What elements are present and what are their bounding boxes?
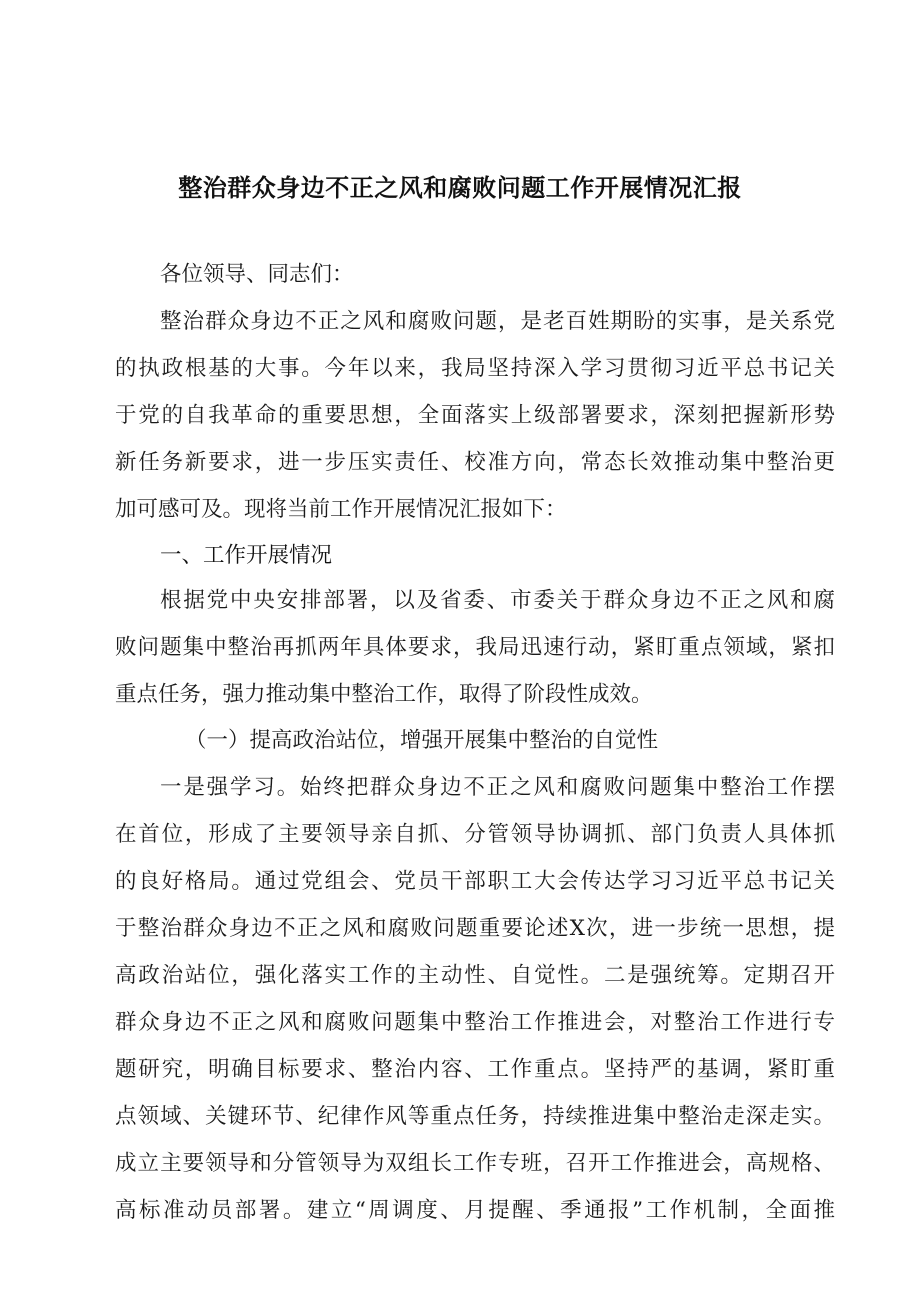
- subsection-paragraph-line: 题研究，明确目标要求、整治内容、工作重点。坚持严的基调，紧盯重: [115, 1057, 835, 1082]
- subsection-paragraph-line: 于整治群众身边不正之风和腐败问题重要论述X次，进一步统一思想，提: [115, 916, 835, 941]
- section-paragraph-line: 重点任务，强力推动集中整治工作，取得了阶段性成效。: [115, 682, 653, 707]
- salutation: 各位领导、同志们：: [160, 262, 354, 287]
- document-title: 整治群众身边不正之风和腐败问题工作开展情况汇报: [178, 174, 742, 202]
- subsection-paragraph-line: 高标准动员部署。建立“周调度、月提醒、季通报”工作机制，全面推: [115, 1198, 835, 1223]
- intro-line: 整治群众身边不正之风和腐败问题，是老百姓期盼的实事，是关系党: [160, 309, 835, 334]
- subsection-paragraph-line: 一是强学习。始终把群众身边不正之风和腐败问题集中整治工作摆: [160, 775, 835, 800]
- intro-line: 的执政根基的大事。今年以来，我局坚持深入学习贯彻习近平总书记关: [115, 356, 835, 381]
- intro-line: 加可感可及。现将当前工作开展情况汇报如下：: [115, 497, 567, 522]
- subsection-paragraph-line: 的良好格局。通过党组会、党员干部职工大会传达学习习近平总书记关: [115, 869, 835, 894]
- intro-line: 新任务新要求，进一步压实责任、校准方向，常态长效推动集中整治更: [115, 450, 835, 475]
- intro-line: 于党的自我革命的重要思想，全面落实上级部署要求，深刻把握新形势: [115, 403, 835, 428]
- subsection-heading: （一）提高政治站位，增强开展集中整治的自觉性: [185, 728, 659, 753]
- subsection-paragraph-line: 高政治站位，强化落实工作的主动性、自觉性。二是强统筹。定期召开: [115, 963, 835, 988]
- section-heading: 一、工作开展情况: [160, 543, 333, 568]
- section-paragraph-line: 败问题集中整治再抓两年具体要求，我局迅速行动，紧盯重点领域，紧扣: [115, 635, 835, 660]
- section-paragraph-line: 根据党中央安排部署，以及省委、市委关于群众身边不正之风和腐: [160, 588, 835, 613]
- subsection-paragraph-line: 在首位，形成了主要领导亲自抓、分管领导协调抓、部门负责人具体抓: [115, 822, 835, 847]
- subsection-paragraph-line: 成立主要领导和分管领导为双组长工作专班，召开工作推进会，高规格、: [115, 1151, 835, 1176]
- subsection-paragraph-line: 群众身边不正之风和腐败问题集中整治工作推进会，对整治工作进行专: [115, 1010, 835, 1035]
- subsection-paragraph-line: 点领域、关键环节、纪律作风等重点任务，持续推进集中整治走深走实。: [115, 1104, 835, 1129]
